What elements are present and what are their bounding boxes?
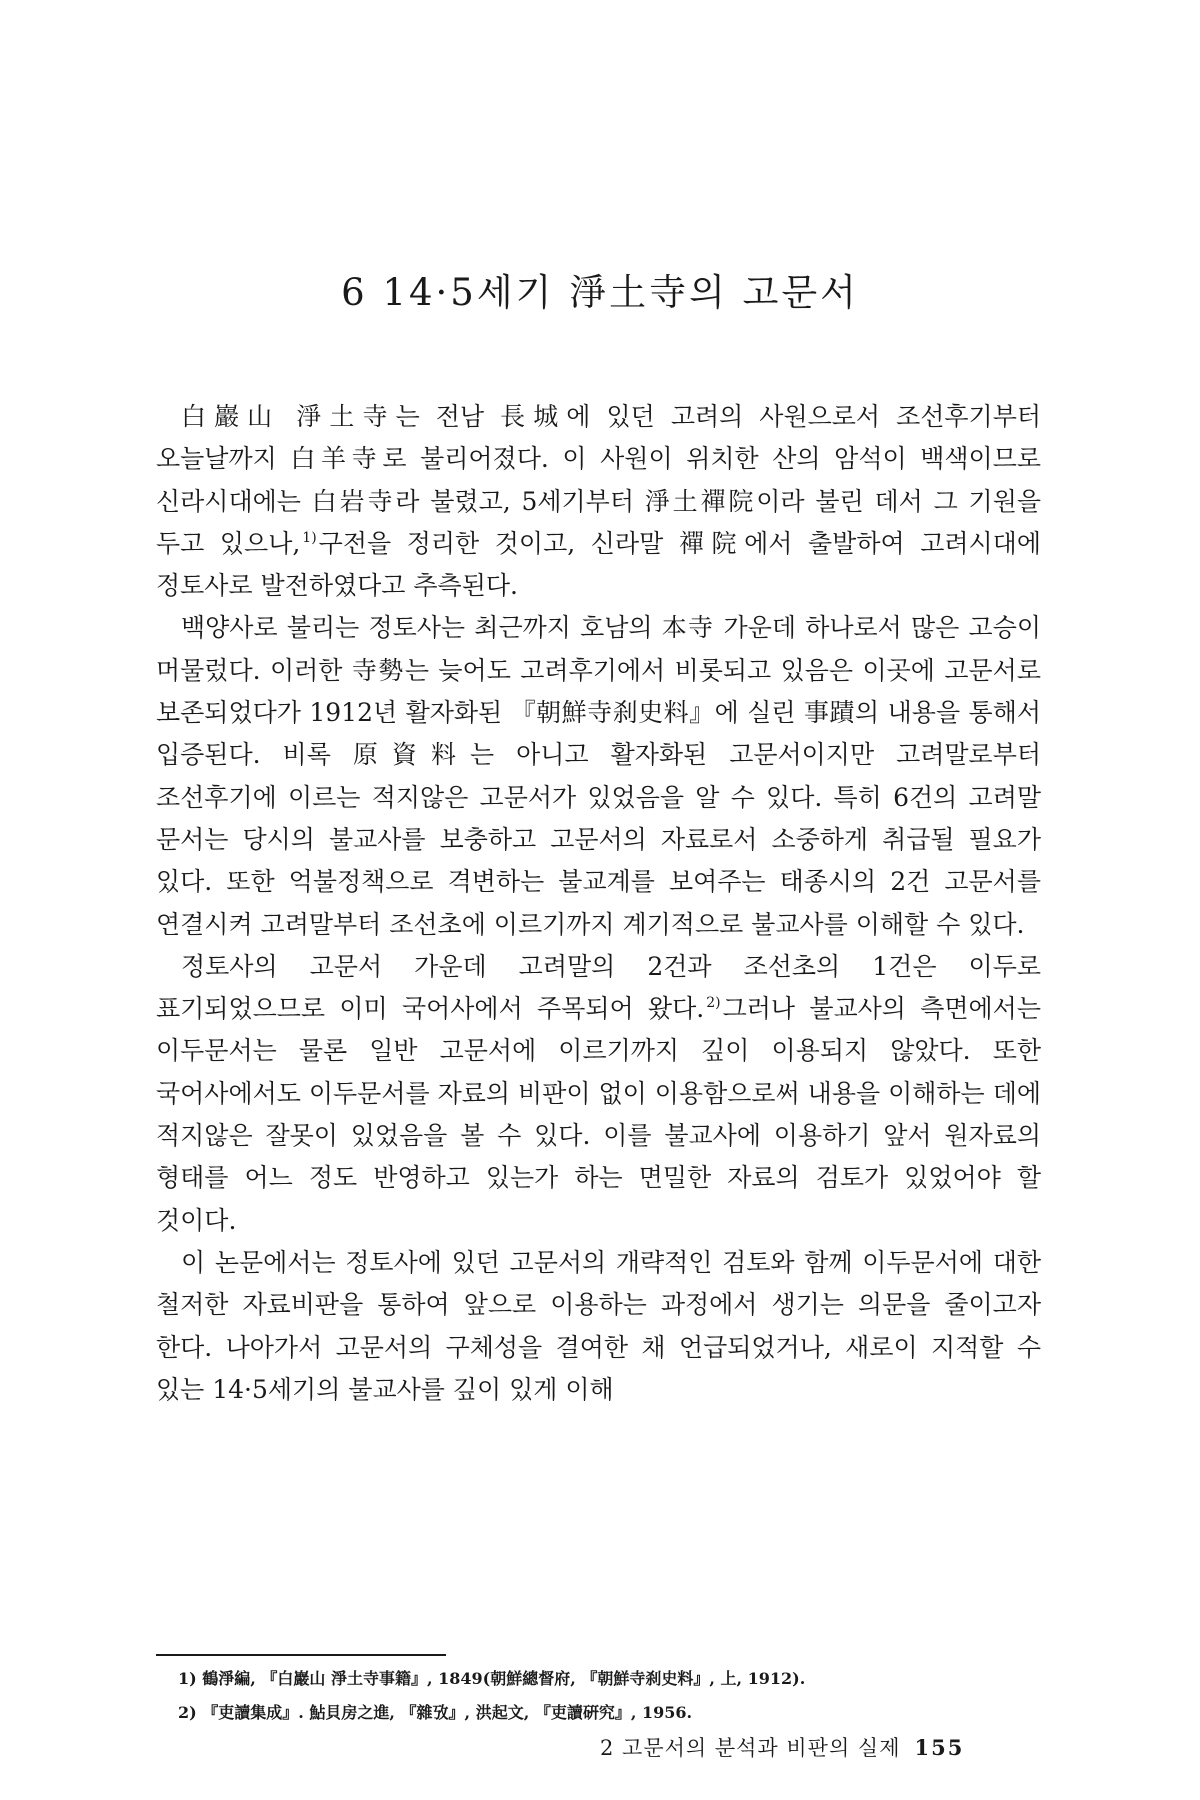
footnote-1: 1) 鶴淨編, 『白巖山 淨土寺事籍』, 1849(朝鮮總督府, 『朝鮮寺刹史料』, 上, 1912).	[178, 1669, 806, 1688]
footnote-2: 2) 『吏讀集成』. 鮎貝房之進, 『雜攷』, 洪起文, 『吏讀硏究』, 1956.	[178, 1703, 693, 1722]
paragraph-3	[156, 946, 1041, 1242]
paragraph-1	[156, 396, 1041, 607]
footnotes	[178, 1662, 1038, 1730]
footnote-ref-2: 2)	[706, 995, 721, 1012]
paragraph-2: 백양사로 불리는 정토사는 최근까지 호남의 本寺 가운데 하나로서 많은 고승이 머물렀다. 이러한 寺勢는 늦어도 고려후기에서 비롯되고 있음은 이곳에 고문서로 보존되었다가 1912년 활자화된 『朝鮮寺刹史料』에 실린 事蹟의 내용을 통해서 입증된다. 비록 原資料는 아니고 활자화된 고문서이지만 고려말로부터 조선후기에 이르는 적지않은 고문서가 있었음을 알 수 있다. 특히 6건의 고려말 문서는 당시의 불교사를 보충하고 고문서의 자료로서 소중하게 취급될 필요가 있다. 또한 억불정책으로 격변하는 불교계를 보여주는 태종시의 2건 고문서를 연결시켜 고려말부터 조선초에 이르기까지 계기적으로 불교사를 이해할 수 있다.	[156, 613, 1041, 939]
footnote-divider	[156, 1654, 446, 1656]
paragraph-3-text-a: 정토사의 고문서 가운데 고려말의 2건과 조선초의 1건은 이두로 표기되었으므로 이미 국어사에서 주목되어 왔다.	[156, 951, 1041, 1024]
paragraph-3-text-b: 그러나 불교사의 측면에서는 이두문서는 물론 일반 고문서에 이르기까지 깊이 이용되지 않았다. 또한 국어사에서도 이두문서를 자료의 비판이 없이 이용함으로써 내용을 이해하는 데에 적지않은 잘못이 있었음을 볼 수 있다. 이를 불교사에 이용하기 앞서 원자료의 형태를 어느 정도 반영하고 있는가 하는 면밀한 자료의 검토가 있었어야 할 것이다.	[156, 994, 1041, 1235]
paragraph-1-text-b: 구전을 정리한 것이고, 신라말 禪院에서 출발하여 고려시대에 정토사로 발전하였다고 추측된다.	[156, 528, 1041, 601]
body-text	[156, 396, 1041, 1411]
chapter-title: 6 14·5세기 淨土寺의 고문서	[341, 271, 859, 314]
paragraph-4: 이 논문에서는 정토사에 있던 고문서의 개략적인 검토와 함께 이두문서에 대한 철저한 자료비판을 통하여 앞으로 이용하는 과정에서 생기는 의문을 줄이고자 한다. 나아가서 고문서의 구체성을 결여한 채 언급되었거나, 새로이 지적할 수 있는 14·5세기의 불교사를 깊이 있게 이해	[156, 1247, 1041, 1404]
footnote-ref-1: 1)	[302, 529, 317, 546]
page-footer	[600, 1732, 964, 1762]
paragraph-1-text-a: 白巖山 淨土寺는 전남 長城에 있던 고려의 사원으로서 조선후기부터 오늘날까지 白羊寺로 불리어졌다. 이 사원이 위치한 산의 암석이 백색이므로 신라시대에는 白岩寺라 불렸고, 5세기부터 淨土禪院이라 불린 데서 그 기원을 두고 있으나,	[156, 402, 1041, 558]
running-section-title: 2 고문서의 분석과 비판의 실제	[600, 1736, 901, 1760]
page-number: 155	[914, 1735, 965, 1760]
